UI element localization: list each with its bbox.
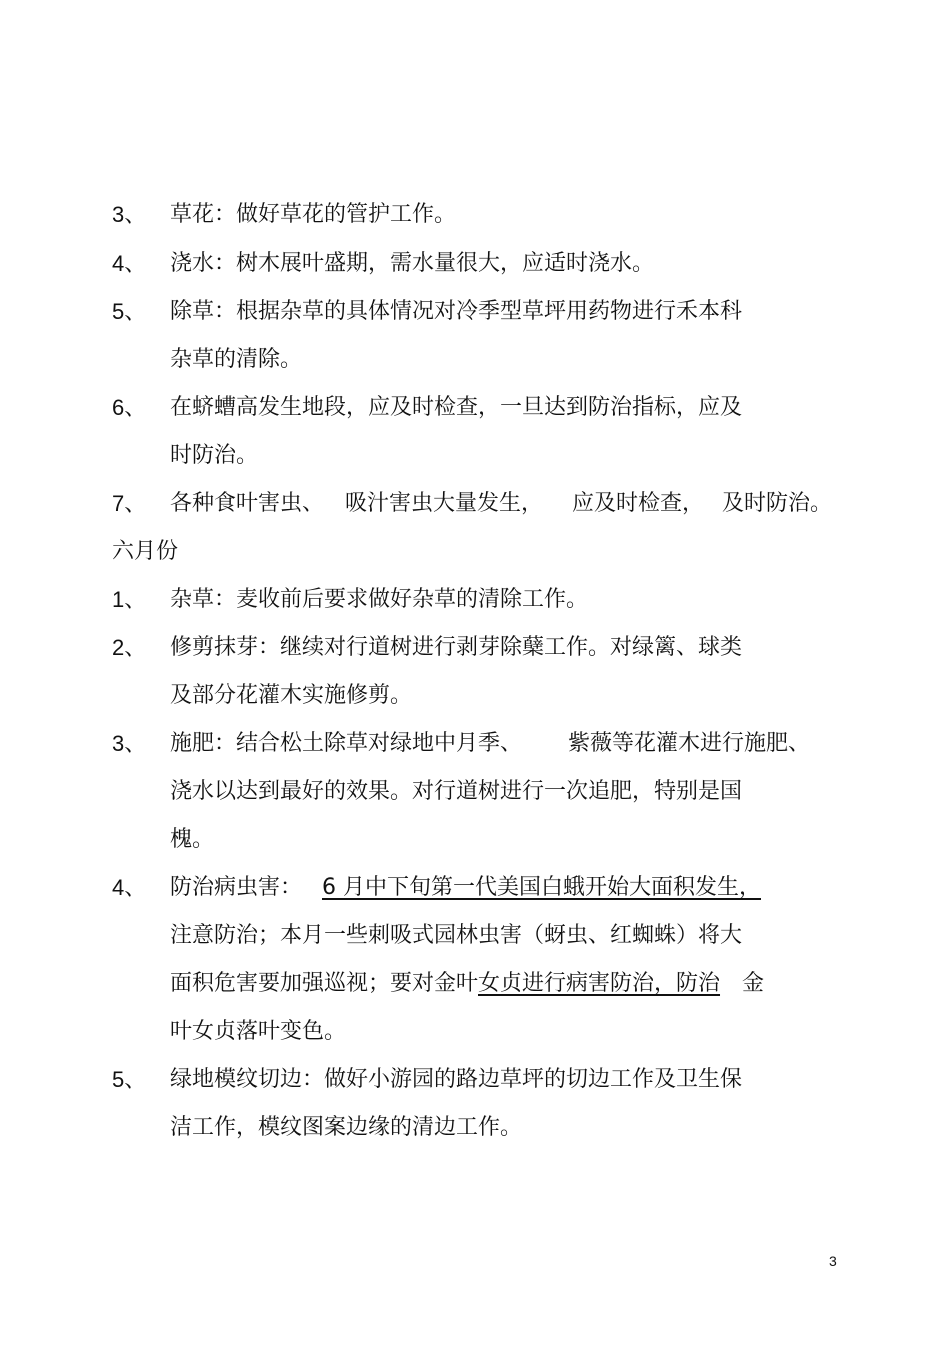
list-text: 除草：根据杂草的具体情况对冷季型草坪用药物进行禾本科 — [170, 299, 743, 324]
list-text: 绿地模纹切边：做好小游园的路边草坪的切边工作及卫生保 — [170, 1067, 743, 1092]
list-text: 紫薇等花灌木进行施肥、 — [568, 731, 811, 756]
list-text: 叶女贞落叶变色。 — [170, 1019, 347, 1044]
list-number: 5、 — [112, 1067, 147, 1092]
list-text: 修剪抹芽：继续对行道树进行剥芽除蘖工作。对绿篱、球类 — [170, 635, 743, 660]
list-text: 及部分花灌木实施修剪。 — [170, 683, 413, 708]
list-text: 在蛴螬高发生地段，应及时检查，一旦达到防治指标，应及 — [170, 395, 743, 420]
list-text: 时防治。 — [170, 443, 259, 468]
list-text: 施肥：结合松土除草对绿地中月季、 — [170, 731, 523, 756]
list-text: 注意防治；本月一些刺吸式园林虫害（蚜虫、红蜘蛛）将大 — [170, 923, 743, 948]
section-heading: 六月份 — [112, 539, 179, 564]
list-text: 吸汁害虫大量发生， — [345, 491, 544, 516]
list-text: 浇水：树木展叶盛期，需水量很大，应适时浇水。 — [170, 251, 655, 276]
list-number: 2、 — [112, 635, 147, 660]
underlined-text: 女贞进行病害防治，防治 — [478, 971, 721, 996]
list-number: 3、 — [112, 731, 147, 756]
list-text: 应及时检查， — [572, 491, 705, 516]
list-text: 槐。 — [170, 827, 215, 852]
list-text: 各种食叶害虫、 — [170, 491, 325, 516]
list-text: 杂草的清除。 — [170, 347, 303, 372]
list-number: 5、 — [112, 299, 147, 324]
list-text: 草花：做好草花的管护工作。 — [170, 202, 457, 227]
underlined-text: 6 月中下旬第一代美国白蛾开始大面积发生， — [322, 875, 761, 900]
list-number: 4、 — [112, 875, 147, 900]
list-number: 3、 — [112, 202, 147, 227]
list-text: 杂草：麦收前后要求做好杂草的清除工作。 — [170, 587, 589, 612]
list-number: 7、 — [112, 491, 147, 516]
list-text: 面积危害要加强巡视；要对金叶 — [170, 971, 479, 996]
page-number: 3 — [829, 1253, 837, 1269]
list-text: 浇水以达到最好的效果。对行道树进行一次追肥，特别是国 — [170, 779, 743, 804]
list-number: 1、 — [112, 587, 147, 612]
list-text: 金 — [742, 971, 765, 996]
list-text: 防治病虫害： — [170, 875, 303, 900]
list-text: 及时防治。 — [722, 491, 833, 516]
list-number: 6、 — [112, 395, 147, 420]
list-number: 4、 — [112, 251, 147, 276]
list-text: 洁工作，模纹图案边缘的清边工作。 — [170, 1115, 523, 1140]
